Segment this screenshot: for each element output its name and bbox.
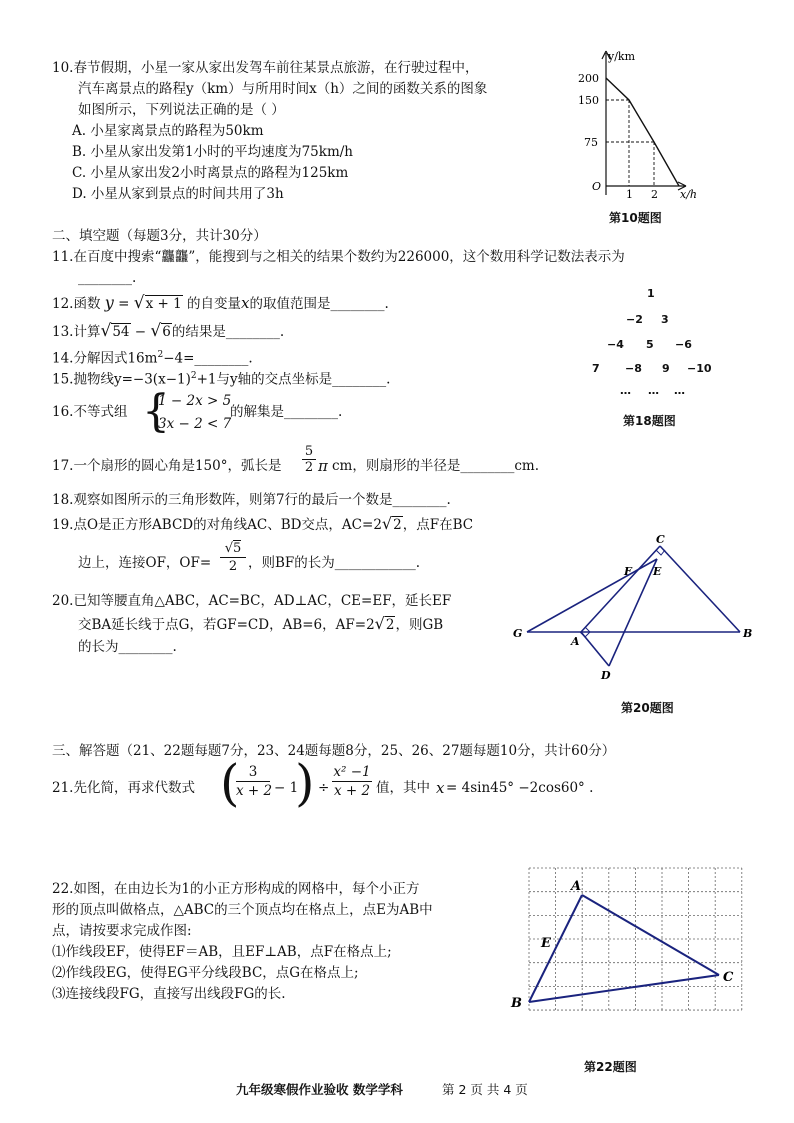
q16-post: 的解集是________. — [230, 404, 343, 420]
q19-line1-post: ，点F在BC — [402, 517, 474, 533]
q10-option-a: A. 小星家离景点的路程为50km — [72, 123, 264, 139]
q19-denominator: 2 — [228, 559, 238, 574]
fig10-xlabel: x/h — [680, 188, 697, 201]
q21-post: = 4sin45° −2cos60° . — [446, 780, 594, 796]
fig10-caption: 第10题图 — [609, 211, 662, 225]
q22-item3: ⑶连接线段FG，直接写出线段FG的长. — [52, 986, 286, 1002]
q17-fraction — [302, 444, 316, 475]
q16-brace: { — [142, 386, 170, 437]
q12 — [52, 293, 389, 314]
q13-post: 的结果是________. — [171, 324, 285, 340]
q13-sqrt-icon-1: √ — [100, 321, 112, 341]
q14-pre: 14.分解因式16m — [52, 350, 158, 367]
q21-f1-numerator: 3 — [236, 763, 270, 782]
fig18-r5-n3: … — [674, 384, 685, 397]
fig10-origin: O — [592, 180, 602, 193]
fig20-line-cb — [660, 546, 740, 632]
q10-option-c: C. 小星从家出发2小时离景点的路程为125km — [72, 165, 349, 181]
q21-minus-one: − 1 — [274, 780, 299, 796]
q12-x: x — [240, 294, 250, 312]
fig18-caption: 第18题图 — [623, 414, 676, 428]
fig20-line-ca — [581, 546, 660, 632]
q21-f1-denominator: x + 2 — [236, 783, 273, 799]
q19-fraction — [220, 540, 246, 575]
q20-radicand: 2 — [385, 617, 395, 633]
q14-sup: 2 — [157, 350, 164, 360]
q19-line1-pre: 19.点O是正方形ABCD的对角线AC、BD交点，AC=2 — [52, 517, 382, 533]
section2-title: 二、填空题（每题3分，共计30分） — [52, 228, 267, 244]
q13 — [52, 321, 284, 342]
fig22-caption: 第22题图 — [584, 1060, 637, 1074]
q22-line1: 22.如图，在由边长为1的小正方形构成的网格中，每个小正方 — [52, 881, 420, 897]
q11-line2: ________. — [78, 270, 137, 286]
fig20-label-g: G — [513, 627, 523, 640]
fig18-r4-n3: 9 — [662, 362, 670, 375]
fig18-r1-n1: 1 — [647, 287, 655, 300]
q17-numerator: 5 — [302, 444, 316, 460]
q10-stem-line2: 汽车离景点的路程y（km）与所用时间x（h）之间的函数关系的图象 — [78, 81, 488, 97]
fig10-ylabel: y/km — [608, 50, 636, 63]
q12-sqrt-icon: √ — [133, 293, 145, 313]
fig18-r2-n2: 3 — [661, 313, 669, 326]
fig18-r2-n1: −2 — [626, 313, 643, 326]
q21-paren-left: ( — [220, 754, 240, 812]
q16-ineq2: 3x − 2 < 7 — [158, 416, 232, 432]
fig18-r3-n1: −4 — [607, 338, 624, 351]
q20-sqrt-icon: √ — [374, 614, 385, 633]
footer-title: 九年级寒假作业验收 数学学科 — [236, 1082, 403, 1097]
q14 — [52, 345, 253, 369]
fig20-label-d: D — [601, 669, 611, 682]
q20-line2-post: ，则GB — [395, 617, 444, 633]
q10-option-b: B. 小星从家出发第1小时的平均速度为75km/h — [72, 144, 353, 160]
q21-paren-right: ) — [295, 754, 315, 812]
q21-fraction-1 — [236, 763, 273, 800]
q13-radicand-1: 54 — [112, 324, 130, 340]
q22-line2: 形的顶点叫做格点，△ABC的三个顶点均在格点上，点E为AB中 — [52, 902, 433, 918]
q19-line2-pre: 边上，连接OF，OF= — [78, 555, 212, 571]
q19-frac-sqrt-icon: √ — [224, 541, 233, 556]
fig10-ytick-200: 200 — [578, 72, 599, 85]
q22-line3: 点，请按要求完成作图: — [52, 923, 192, 939]
q19-line1 — [52, 514, 473, 535]
fig20-label-e: E — [653, 565, 662, 578]
fig22-side-cb — [529, 975, 719, 1002]
q14-post: −4=________. — [163, 350, 253, 367]
q15-pre: 15.抛物线y=−3(x−1) — [52, 371, 191, 388]
q16-pre: 16.不等式组 — [52, 404, 128, 420]
q16-ineq1: 1 − 2x > 5 — [158, 393, 232, 409]
q13-pre: 13.计算 — [52, 324, 101, 340]
q21-div: ÷ — [318, 780, 330, 796]
q12-mid: 的自变量 — [186, 296, 241, 312]
q21-fraction-2 — [332, 763, 372, 800]
q22-item2: ⑵作线段EG，使得EG平分线段BC，点G在格点上; — [52, 965, 359, 981]
fig20-label-b: B — [743, 627, 753, 640]
q17-post: cm，则扇形的半径是________cm. — [332, 458, 540, 474]
fig20-label-f: F — [624, 565, 632, 578]
q17-denominator: 2 — [304, 460, 314, 475]
q20-line2-pre: 交BA延长线于点G，若GF=CD，AB=6，AF=2 — [78, 617, 375, 633]
q19-sqrt-icon: √ — [381, 514, 393, 533]
fig10-graph-line — [606, 78, 679, 186]
q20-line3: 的长为________. — [78, 639, 177, 655]
fig22-label-a: A — [571, 879, 582, 894]
q20-line1: 20.已知等腰直角△ABC，AC=BC，AD⊥AC，CE=EF，延长EF — [52, 593, 452, 609]
q11-line1: 11.在百度中搜索“龘龘”，能搜到与之相关的结果个数约为226000，这个数用科学记数法表示为 — [52, 249, 625, 265]
fig10-ytick-75: 75 — [584, 136, 598, 149]
q22-item1: ⑴作线段EF，使得EF＝AB，且EF⊥AB，点F在格点上; — [52, 944, 392, 960]
fig18-r5-n2: … — [648, 384, 659, 397]
fig22-label-e: E — [541, 936, 551, 951]
q13-minus: − — [130, 324, 151, 340]
q12-post: 的取值范围是________. — [249, 296, 389, 312]
fig22-label-b: B — [511, 996, 522, 1011]
fig10-xtick-1: 1 — [626, 188, 633, 201]
q15-post: +1与y轴的交点坐标是________. — [196, 371, 391, 388]
fig20-figure — [505, 528, 765, 688]
q20-line2 — [78, 614, 443, 635]
q21-pre: 21.先化简，再求代数式 — [52, 780, 195, 796]
footer-page: 第 2 页 共 4 页 — [442, 1082, 528, 1097]
q15-sup: 2 — [190, 371, 197, 381]
q10-stem-line1: 10.春节假期，小星一家从家出发驾车前往某景点旅游，在行驶过程中， — [52, 60, 479, 76]
q10-stem-line3: 如图所示，下列说法正确的是（ ） — [78, 102, 285, 118]
fig10-xtick-2: 2 — [651, 188, 658, 201]
fig20-caption: 第20题图 — [621, 701, 674, 715]
q12-y: y — [104, 293, 114, 312]
q10-option-d: D. 小星从家到景点的时间共用了3h — [72, 186, 284, 202]
fig22-grid-figure — [505, 862, 745, 1040]
q17-pi: π — [318, 457, 328, 475]
q21-x: x — [436, 779, 445, 797]
q13-sqrt-icon-2: √ — [150, 321, 162, 341]
q21-mid: 值，其中 — [376, 780, 430, 796]
q13-radicand-2: 6 — [162, 324, 171, 340]
q19-numerator — [220, 540, 246, 558]
q19-line2-post: ，则BF的长为____________. — [248, 555, 421, 571]
q12-eq: = — [113, 296, 134, 312]
q15 — [52, 366, 390, 390]
fig18-r3-n2: 5 — [646, 338, 654, 351]
fig18-r5-n1: … — [620, 384, 631, 397]
q19-frac-radicand: 5 — [233, 541, 242, 556]
q21-f2-numerator: x² −1 — [333, 764, 371, 780]
fig20-label-a: A — [571, 635, 580, 648]
section3-title: 三、解答题（21、22题每题7分，23、24题每题8分，25、26、27题每题10分，共计60分） — [52, 743, 616, 759]
q18-text: 18.观察如图所示的三角形数阵，则第7行的最后一个数是________. — [52, 492, 451, 508]
q17-pre: 17.一个扇形的圆心角是150°，弧长是 — [52, 458, 282, 474]
fig20-label-c: C — [656, 533, 665, 546]
q19-radicand: 2 — [393, 517, 402, 533]
fig10-ytick-150: 150 — [578, 94, 599, 107]
fig18-r4-n2: −8 — [625, 362, 642, 375]
fig18-r3-n3: −6 — [675, 338, 692, 351]
q21-f2-denominator: x + 2 — [333, 783, 371, 799]
q12-pre: 12.函数 — [52, 296, 101, 312]
fig10-graph — [568, 45, 708, 205]
fig22-label-c: C — [723, 970, 734, 985]
fig18-r4-n4: −10 — [687, 362, 712, 375]
fig18-r4-n1: 7 — [592, 362, 600, 375]
q12-radicand: x + 1 — [145, 296, 182, 312]
